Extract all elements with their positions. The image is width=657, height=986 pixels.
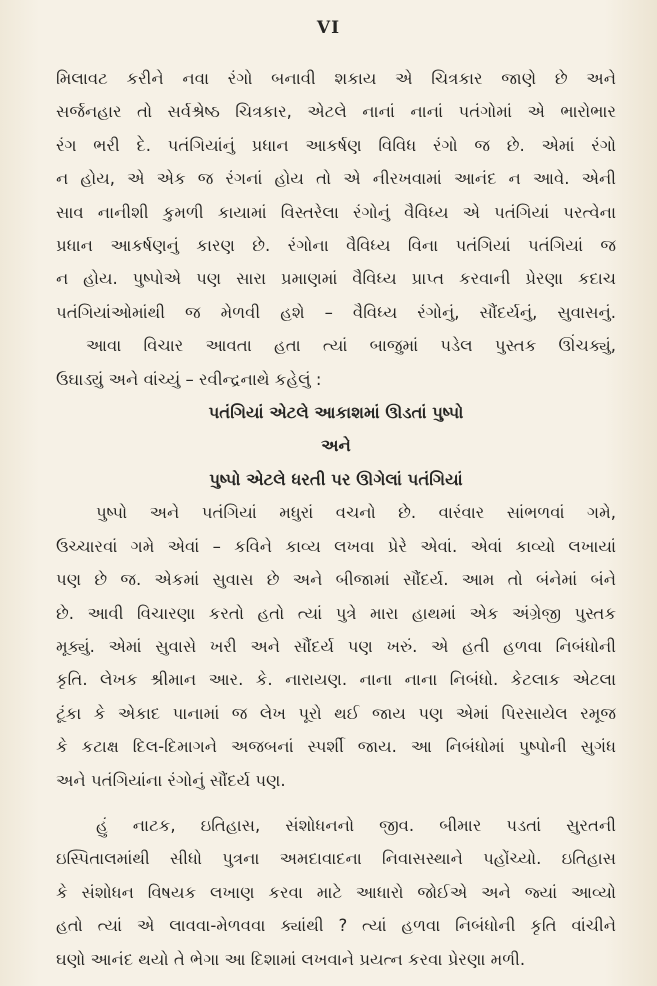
quote-line-2: અને [321,436,351,456]
text-line: ઇસ્પિતાલમાંથી સીધો પુત્રના અમદાવાદના નિવાસસ્થાને પહોંચ્યો. ઇતિહાસ [56,849,616,869]
paragraph-4 [56,809,616,976]
text-line: મિલાવટ કરીને નવા રંગો બનાવી શકાય એ ચિત્રકાર જાણે છે અને [56,69,616,88]
text-line: કે કટાક્ષ દિલ-દિમાગને અજબનાં સ્પર્શી જાય. આ નિબંધોમાં પુષ્પોની સુગંધ [56,737,616,757]
text-line: સાવ નાનીશી કુમળી કાયામાં વિસ્તરેલા રંગોનું વૈવિધ્ય એ પતંગિયાં પરત્વેના [56,202,616,222]
text-line: કૃતિ. લેખક શ્રીમાન આર. કે. નારાયણ. નાના નાના નિબંધો. કેટલાક એટલા [56,670,616,690]
text-line: કે સંશોધન વિષયક લખાણ કરવા માટે આધારો જોઈએ અને જ્યાં આવ્યો [56,882,616,902]
text-line: ઘણો આનંદ થયો તે ભેગા આ દિશામાં લખવાને પ્રયત્ન કરવા પ્રેરણા મળી. [56,949,526,969]
text-line: ન હોય. પુષ્પોએ પણ સારા પ્રમાણમાં વૈવિધ્ય પ્રાપ્ત કરવાની પ્રેરણા કદાચ [56,269,616,289]
text-line: છે. આવી વિચારણા કરતો હતો ત્યાં પુત્રે મારા હાથમાં એક અંગ્રેજી પુસ્તક [56,603,616,623]
paragraph-3 [56,496,616,797]
paragraph-2 [56,329,616,396]
page-body [56,62,616,976]
text-line: ન હોય, એ એક જ રંગનાં હોય તો એ નીરખવામાં આનંદ ન આવે. એની [56,169,616,189]
text-line: આવા વિચાર આવતા હતા ત્યાં બાજુમાં પડેલ પુસ્તક ઊંચક્યું, [86,336,616,356]
text-line: ટૂંકા કે એકાદ પાનામાં જ લેખ પૂરો થઈ જાય પણ એમાં પિરસાયેલ રમૂજ [56,703,616,723]
quote-block [56,396,616,496]
quote-line-1: પતંગિયાં એટલે આકાશમાં ઊડતાં પુષ્પો [208,403,464,423]
paragraph-gap [56,797,616,809]
text-line: પણ છે જ. એકમાં સુવાસ છે અને બીજામાં સૌંદર્ય. આમ તો બંનેમાં બંને [56,570,616,590]
text-line: ઉઘાડ્યું અને વાંચ્યું – રવીન્દ્રનાથે કહેલું : [56,369,322,389]
paragraph-1 [56,62,616,329]
text-line: મૂક્યું. એમાં સુવાસે ખરી અને સૌંદર્ય પણ ખરું. એ હતી હળવા નિબંધોની [56,636,616,656]
text-line: હતો ત્યાં એ લાવવા-મેળવવા ક્યાંથી ? ત્યાં હળવા નિબંધોની કૃતિ વાંચીને [56,916,616,936]
text-line: અને પતંગિયાંના રંગોનું સૌંદર્ય પણ. [56,770,286,790]
text-line: સર્જનહાર તો સર્વશ્રેષ્ઠ ચિત્રકાર, એટલે નાનાં નાનાં પતંગોમાં એ ભારોભાર [56,102,616,122]
text-line: રંગ ભરી દે. પતંગિયાંનું પ્રધાન આકર્ષણ વિવિધ રંગો જ છે. એમાં રંગો [56,135,616,155]
quote-line-3: પુષ્પો એટલે ધરતી પર ઊગેલાં પતંગિયાં [209,469,463,489]
text-line: પુષ્પો અને પતંગિયાં મધુરાં વચનો છે. વારંવાર સાંભળવાં ગમે, [96,503,616,523]
text-line: પતંગિયાંઓમાંથી જ મેળવી હશે – વૈવિધ્ય રંગોનું, સૌંદર્યનું, સુવાસનું. [56,302,616,322]
text-line: પ્રધાન આકર્ષણનું કારણ છે. રંગોના વૈવિધ્ય વિના પતંગિયાં પતંગિયાં જ [56,236,616,256]
text-line: હું નાટક, ઇતિહાસ, સંશોધનનો જીવ. બીમાર પડતાં સુરતની [96,815,616,835]
page-number: VI [316,18,341,38]
text-line: ઉચ્ચારવાં ગમે એવાં – કવિને કાવ્ય લખવા પ્રેરે એવાં. એવાં કાવ્યો લખાયાં [56,536,616,556]
